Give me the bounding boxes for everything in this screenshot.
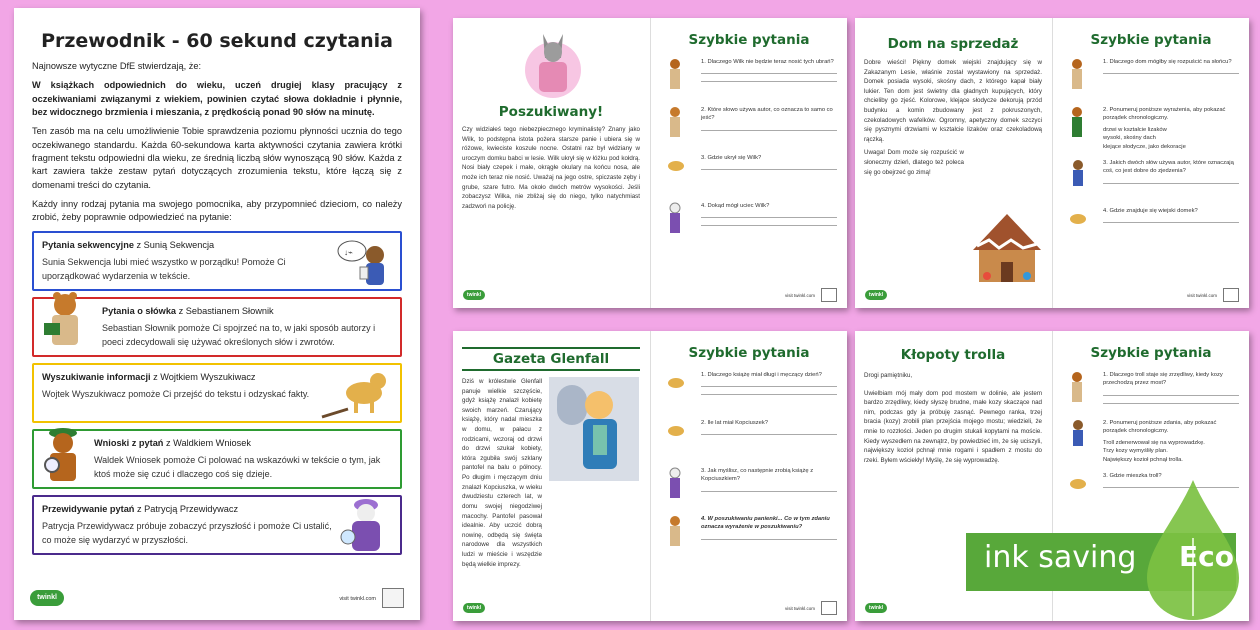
prince-icon xyxy=(547,375,641,483)
question-text: 3. Gdzie ukrył się Wilk? xyxy=(701,155,762,161)
order-item: klejące słodycze, jako dekoracje xyxy=(1103,143,1186,150)
question-item xyxy=(1063,159,1239,199)
fortune-teller-mini-icon xyxy=(667,467,683,503)
retriever-mini-icon xyxy=(667,419,685,439)
story-text: Czy widziałeś tego niebezpiecznego kryminalistę? Znany jako Wilk, to podstępna istota pożera starsze panie i ubiera się w różowe, kwieciste koszule nocne. Ostatni raz był widziany w uroczym domku babci w lesie. Wilk ukrył się w łóżku pod kołdrą. Nosi biały czepek i małe, okrągłe okulary na końcu nosa, ale może ich teraz nie nosić. Uważaj na jego ostre, spiczaste zęby i grube, szare futro. Ma około dwóch metrów wysokości. Jeśli zobaczysz Wilka, nie zbliżaj się do niego, tylko natychmiast zadzwoń na policję. xyxy=(462,126,640,210)
sheet-title: Dom na sprzedaż xyxy=(887,36,1019,52)
question-text: 1. Dlaczego troll staje się zrzędliwy, kiedy kozy przechodzą przez most? xyxy=(1103,372,1223,387)
quality-badge-icon xyxy=(821,601,837,615)
question-text: 1. Dlaczego książę miał długi i męczący dzień? xyxy=(701,372,822,378)
box-description: Waldek Wniosek pomoże Ci polować na wskazówki w tekście o tym, jak ktoś może się czuć i dlaczego coś się dzieje. xyxy=(94,454,381,479)
box-description: Sebastian Słownik pomoże Ci spojrzeć na to, w jaki sposób autorzy i poeci zdecydowali się używać określonych słów i zwrotów. xyxy=(102,322,376,347)
sheet-title: Gazeta Glenfall xyxy=(462,347,640,371)
answer-line xyxy=(1103,403,1239,404)
question-item xyxy=(1063,371,1239,411)
sheet-title: Kłopoty trolla xyxy=(900,347,1006,363)
story-greeting: Drogi pamiętniku, xyxy=(864,372,913,379)
gingerbread-house-icon xyxy=(969,210,1045,286)
twinkl-logo: twinkl xyxy=(30,590,64,606)
box-description: Wojtek Wyszukiwacz pomoże Ci przejść do tekstu i odzyskać fakty. xyxy=(42,388,310,399)
answer-line xyxy=(701,169,837,170)
questions-title: Szybkie pytania xyxy=(1090,345,1212,361)
detective-mini-icon xyxy=(1069,106,1085,142)
answer-line xyxy=(701,225,837,226)
ink-saving-label: ink saving xyxy=(984,540,1137,575)
story-warning: Uwaga! Dom może się rozpuścić w słoneczny dzień, dlatego też poleca się go obejrzeć go zimą! xyxy=(864,149,964,176)
question-box-prediction xyxy=(32,495,402,555)
order-item: Troll zdenerwował się na wyprowadzkę. xyxy=(1103,439,1205,446)
activity-sheet-house-for-sale xyxy=(855,18,1249,308)
answer-line xyxy=(1103,395,1239,396)
dog-mini-icon xyxy=(1069,419,1087,449)
story-text: Dobre wieści! Piękny domek wiejski znajdujący się w Zakazanym Lesie, właśnie został wystawiony na sprzedaż. Domek posiada wysoki, skośny dach, z którego kapał biały lukier. Ten dom jest świetny dla gładnych kupujących, który chcieliby go zjeść. Kolorowe, klejące słodycze dekorują przód budynku a komin zbudowany jest z pokruszonych, czekoladowych wafelków. Ogromny, apetyczny domek szczyci się pysznymi drzwiami w kształcie lizaków oraz czekoladową rączką. xyxy=(864,59,1042,143)
answer-line xyxy=(1103,183,1239,184)
box-title: Wnioski z pytań xyxy=(94,437,164,448)
eco-label: Eco xyxy=(1179,540,1234,573)
quality-badge-icon xyxy=(821,288,837,302)
bear-mini-icon xyxy=(667,106,683,142)
question-item xyxy=(661,154,837,194)
question-item xyxy=(1063,419,1239,464)
twinkl-logo: twinkl xyxy=(463,603,485,613)
box-helper: z Sunią Sekwencja xyxy=(133,239,215,250)
ink-saving-badge xyxy=(966,528,1260,622)
answer-line xyxy=(1103,222,1239,223)
question-text: 2. Ponumeruj poniższe wyrażenia, aby pokazać porządek chronologiczny. xyxy=(1103,107,1226,122)
question-item xyxy=(661,106,837,146)
answer-line xyxy=(701,386,837,387)
sheet-footer xyxy=(463,601,837,615)
question-text: 4. Dokąd mógł uciec Wilk? xyxy=(701,203,770,209)
svg-text:↓⌁: ↓⌁ xyxy=(344,247,353,257)
order-item: drzwi w kształcie lizaków xyxy=(1103,126,1167,133)
box-title: Przewidywanie pytań xyxy=(42,503,135,514)
visit-link: visit twinkl.com xyxy=(784,606,815,611)
activity-sheet-wanted xyxy=(453,18,847,308)
quality-badge-icon xyxy=(382,588,404,608)
question-text: 1. Dlaczego dom mógłby się rozpuścić na słońcu? xyxy=(1103,59,1232,65)
answer-line xyxy=(701,539,837,540)
question-item xyxy=(661,202,837,242)
order-item: Trzy kozy wymyśliły plan. xyxy=(1103,448,1168,455)
story-text: Uwielbiam mój mały dom pod mostem w dolinie, ale jestem bardzo zrzędliwy, kiedy słyszę brudne, małe kozy skaczące nad nim, podczas gdy ja próbuję zasnąć. Pewnego ranka, trzej bracia (kozy) zrobili plan przejścia mojego mostu; wiedzieli, że mnie to rozzłości. Jeden po drugim stukali kopytami na moście. Kiedy wyszedłem na zewnątrz, by powiedzieć im, że się uciszyli, największy kozioł pchnął mnie rogami i spadłem z mostu do rzeki. Byłem wściekły! Myślę, że się wyprowadzę. xyxy=(864,389,1042,464)
twinkl-logo: twinkl xyxy=(463,290,485,300)
questions-title: Szybkie pytania xyxy=(688,345,810,361)
question-text: 4. W poszukiwaniu panienki... Co w tym zdaniu oznacza wyrażenie w poszukiwaniu? xyxy=(701,516,830,531)
answer-line xyxy=(701,73,837,74)
question-item xyxy=(661,419,837,459)
answer-line xyxy=(1103,73,1239,74)
retriever-mini-icon xyxy=(667,154,685,174)
retriever-mini-icon xyxy=(1069,207,1087,227)
question-item xyxy=(661,371,837,411)
guide-paragraph-2: Ten zasób ma na celu umożliwienie Tobie sprawdzenia poziomu płynności ucznia do tego oczekiwanego standardu. Każda 60-sekundowa karta aktywności czytania zawiera krótki fragment tekstu odpowiedni dla wieku, ze średnią liczbą słów wynoszącą 90 słów. Każda z kart zawiera także zestaw pytań dotyczących zrozumienia tekstu, które łączą się z domenami treści do czytania. xyxy=(32,126,402,190)
visit-link: visit twinkl.com xyxy=(339,596,376,602)
question-item xyxy=(661,467,837,507)
question-item xyxy=(1063,207,1239,247)
guide-footer xyxy=(30,588,404,610)
answer-line xyxy=(701,81,837,82)
visit-link: visit twinkl.com xyxy=(784,293,815,298)
question-text: 3. Jakich dwóch słów używa autor, które oznaczają coś, co jest dobre do zjedzenia? xyxy=(1103,159,1234,175)
question-box-inference xyxy=(32,429,402,489)
guide-intro: Najnowsze wytyczne DfE stwierdzają, że: xyxy=(32,61,202,71)
sheet-footer xyxy=(463,288,837,302)
box-title: Pytania sekwencyjne xyxy=(42,239,134,250)
wolf-grandma-icon xyxy=(523,24,583,100)
questions-title: Szybkie pytania xyxy=(1090,32,1212,48)
answer-line xyxy=(701,130,837,131)
sheet-title: Poszukiwany! xyxy=(498,104,604,120)
detective-mini-icon xyxy=(1069,371,1085,407)
question-text: 4. Gdzie znajduje się wiejski domek? xyxy=(1103,207,1198,214)
question-box-retrieval xyxy=(32,363,402,423)
bear-character-icon xyxy=(38,291,92,355)
box-helper: z Patrycją Przewidywacz xyxy=(134,503,239,514)
question-text: 3. Jak myślisz, co następnie zrobią książę z Kopciuszkiem? xyxy=(701,468,814,483)
order-item: Największy kozioł pchnął trolla. xyxy=(1103,456,1183,463)
detective-dog-icon xyxy=(38,425,88,487)
box-helper: z Waldkiem Wniosek xyxy=(163,437,251,448)
box-description: Sunia Sekwencja lubi mieć wszystko w porządku! Pomoże Ci uporządkować wydarzenia w tekście. xyxy=(42,256,286,281)
story-text: Dziś w królestwie Glenfall panuje wielkie szczęście, gdyż książę znalazł kobietę swoich marzeń. Czarujący książę, który nadal mieszka w domu, w pałacu z rodzicami, wczoraj od drzwi do drzwi szukał kobiety, która zgubiła swój szklany pantofel na balu o północy. Po długim i męczącym dniu znalazł Kopciuszka, w wieku dwudziestu czterech lat, w domu swojej niegodziwej macochy. Pantofel pasował idealnie. Aby uczcić dobrą nowinę, odbędą się święta narodowe dla wszystkich ludzi w mieście i wszędzie będą wielkie imprezy. xyxy=(462,378,542,568)
guide-bold-paragraph: W książkach odpowiednich do wieku, uczeń drugiej klasy pracujący z oczekiwaniami związanymi z wiekiem, powinien czytać słowa dokładnie i płynnie, bez widocznego brzmienia i mieszania, z prędkością ponad 90 słów na minutę. xyxy=(32,80,402,118)
box-title: Wyszukiwanie informacji xyxy=(42,371,151,382)
box-helper: z Wojtkiem Wyszukiwacz xyxy=(150,371,256,382)
bear-mini-icon xyxy=(667,515,683,551)
twinkl-logo: twinkl xyxy=(865,290,887,300)
guide-page xyxy=(14,8,420,620)
question-text: 2. Które słowo używa autor, co oznacza to samo co jeść? xyxy=(701,107,833,122)
question-item xyxy=(1063,58,1239,98)
dog-mini-icon xyxy=(1069,159,1087,189)
fortune-teller-mini-icon xyxy=(667,202,683,238)
sheet-footer xyxy=(865,288,1239,302)
detective-mini-icon xyxy=(1069,58,1085,94)
detective-mini-icon xyxy=(667,58,683,94)
question-text: 1. Dlaczego Wilk nie będzie teraz nosić tych ubrań? xyxy=(701,59,834,65)
box-helper: z Sebastianem Słownik xyxy=(176,305,274,316)
answer-line xyxy=(701,434,837,435)
retriever-dog-icon xyxy=(318,359,394,421)
fortune-teller-icon xyxy=(334,493,394,555)
question-text: 2. Ile lat miał Kopciuszek? xyxy=(701,420,769,426)
guide-paragraph-3: Każdy inny rodzaj pytania ma swojego pomocnika, aby przypomnieć dzieciom, co należy zrobić, żeby poprawnie odpowiedzieć na pytanie: xyxy=(32,199,402,223)
box-title: Pytania o słówka xyxy=(102,305,177,316)
dog-character-icon xyxy=(330,235,392,289)
box-description: Patrycja Przewidywacz próbuje zobaczyć przyszłość i pomoże Ci ustalić, co może się wydarzyć w przyszłości. xyxy=(42,520,332,545)
guide-title: Przewodnik - 60 sekund czytania xyxy=(41,30,393,52)
question-item xyxy=(661,515,837,555)
quality-badge-icon xyxy=(1223,288,1239,302)
question-box-vocabulary xyxy=(32,297,402,357)
question-item xyxy=(661,58,837,98)
retriever-mini-icon xyxy=(667,371,685,391)
answer-line xyxy=(701,491,837,492)
question-text: 2. Ponumeruj poniższe zdania, aby pokazać porządek chronologiczny. xyxy=(1103,420,1217,435)
retriever-mini-icon xyxy=(1069,472,1087,492)
twinkl-logo: twinkl xyxy=(865,603,887,613)
questions-title: Szybkie pytania xyxy=(688,32,810,48)
visit-link: visit twinkl.com xyxy=(1186,293,1217,298)
question-item xyxy=(1063,106,1239,151)
question-text: 3. Gdzie mieszka troll? xyxy=(1103,472,1162,479)
order-item: wysoki, skośny dach xyxy=(1103,135,1156,142)
question-box-sequencing xyxy=(32,231,402,291)
answer-line xyxy=(701,394,837,395)
activity-sheet-glenfall-gazette xyxy=(453,331,847,621)
answer-line xyxy=(701,217,837,218)
